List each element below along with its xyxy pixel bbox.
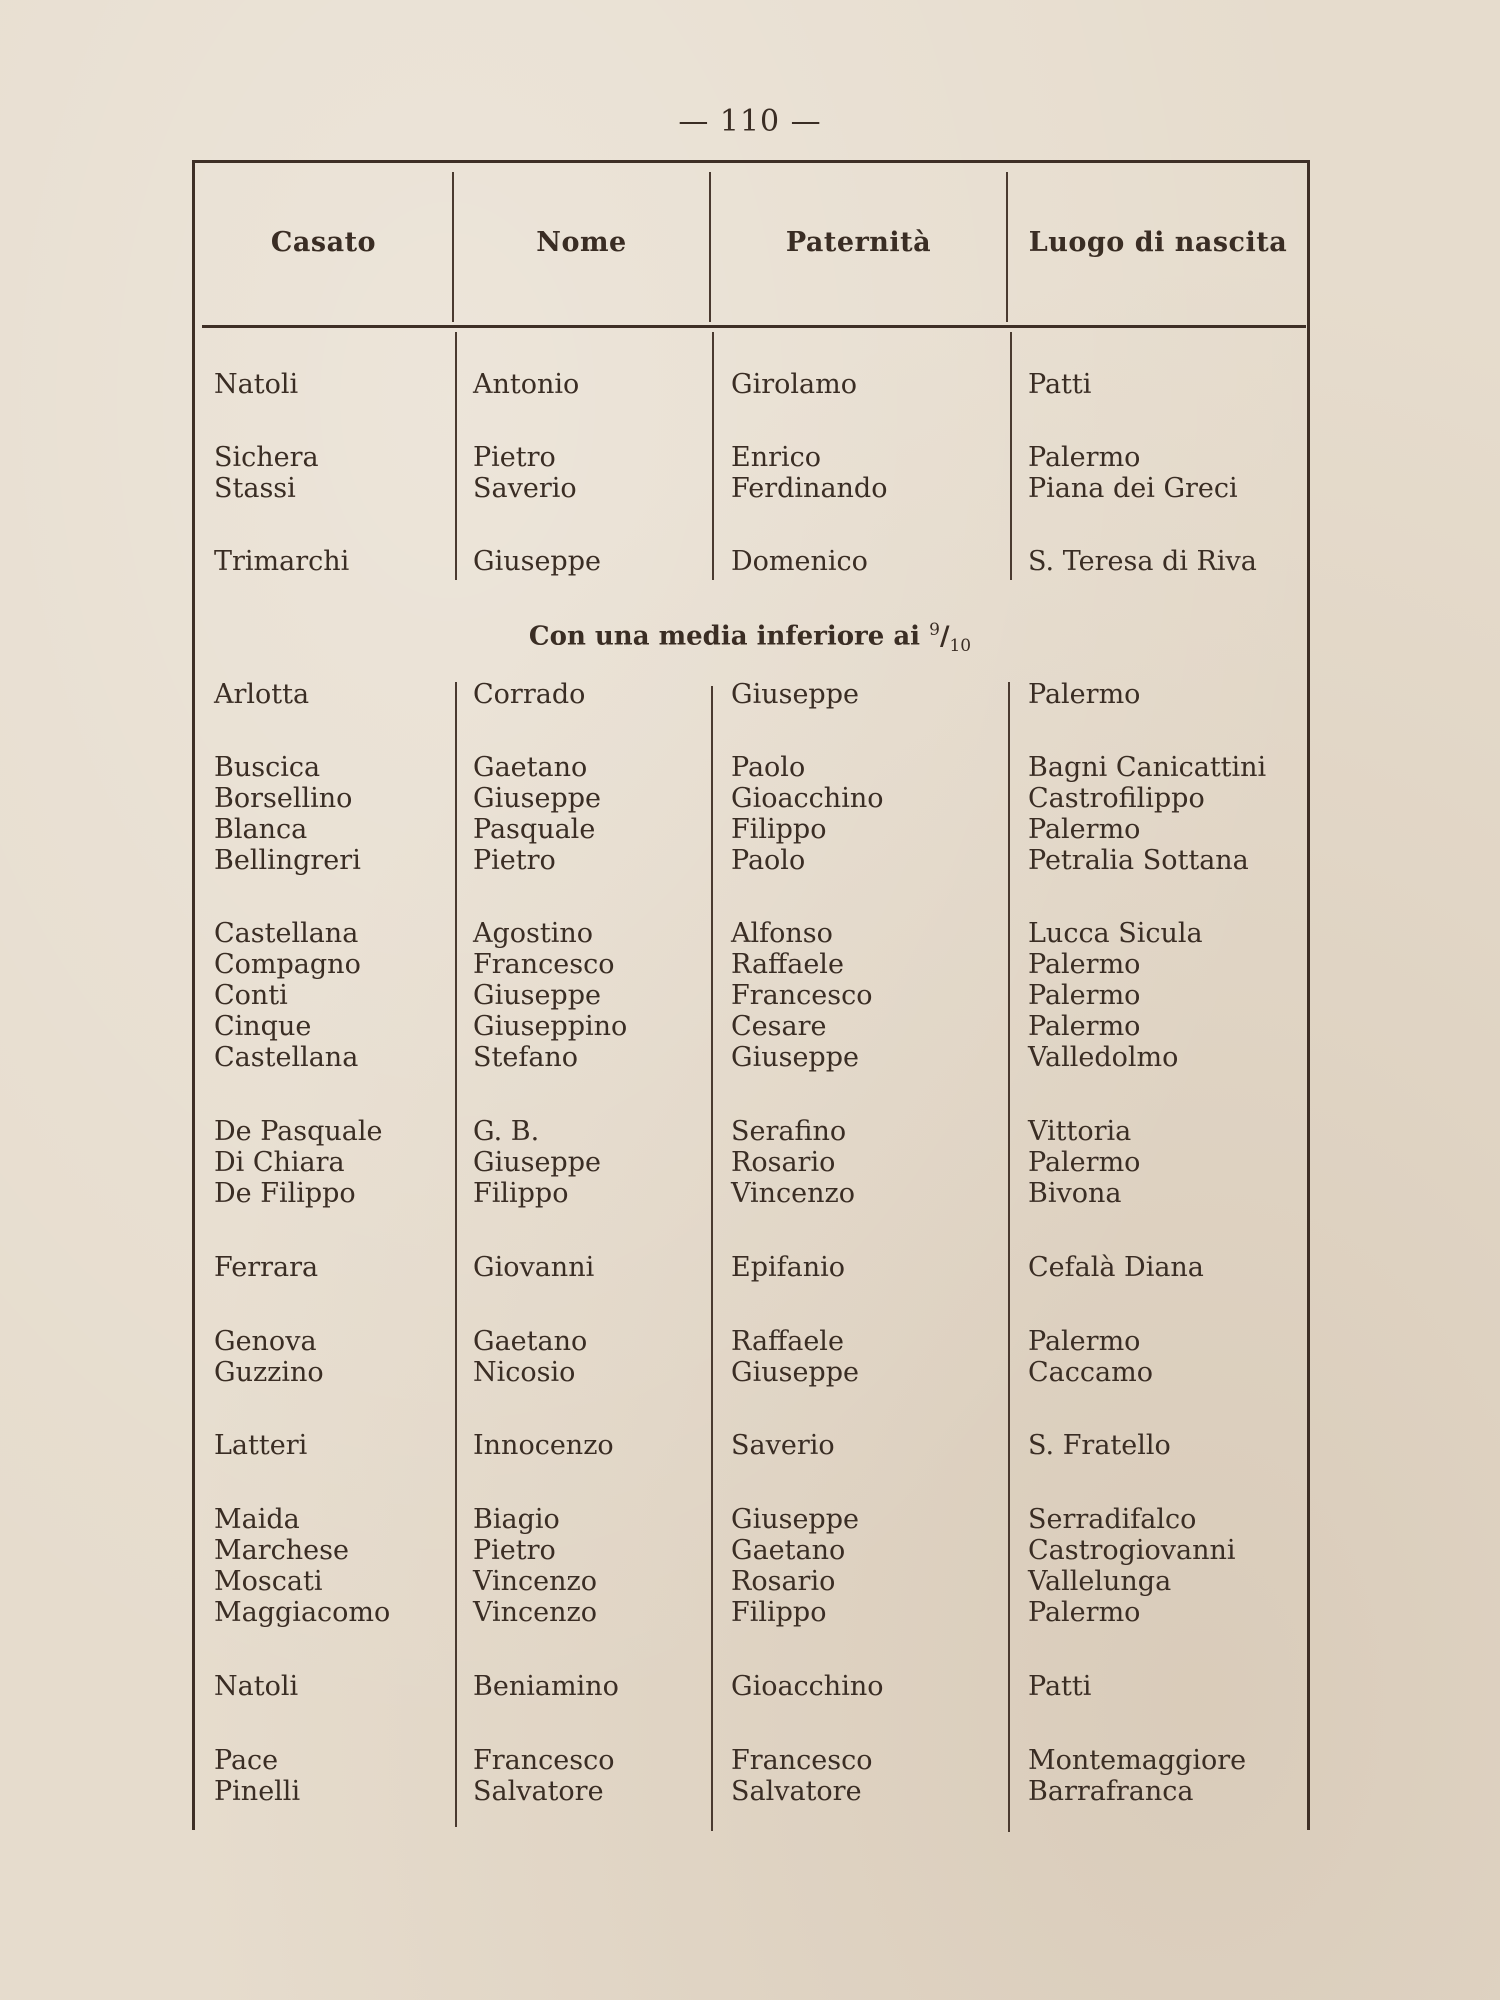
cell-casato: Di Chiara <box>214 1147 345 1178</box>
table-row <box>0 1326 1500 1357</box>
cell-nome: Innocenzo <box>473 1430 614 1461</box>
cell-nome: Saverio <box>473 473 577 504</box>
cell-nome: Salvatore <box>473 1776 604 1807</box>
cell-casato: Trimarchi <box>214 546 350 577</box>
cell-casato: Natoli <box>214 369 299 400</box>
cell-paternita: Filippo <box>731 1597 827 1628</box>
table-row <box>0 845 1500 876</box>
cell-luogo: S. Teresa di Riva <box>1028 546 1257 577</box>
cell-casato: Guzzino <box>214 1357 324 1388</box>
cell-paternita: Giuseppe <box>731 1042 859 1073</box>
cell-paternita: Cesare <box>731 1011 827 1042</box>
cell-paternita: Rosario <box>731 1147 836 1178</box>
header-rule <box>202 325 1306 328</box>
cell-nome: Gaetano <box>473 752 588 783</box>
table-row <box>0 1566 1500 1597</box>
table-row <box>0 1011 1500 1042</box>
cell-nome: Giuseppe <box>473 546 601 577</box>
cell-paternita: Raffaele <box>731 949 844 980</box>
cell-nome: Agostino <box>473 918 594 949</box>
cell-nome: Pietro <box>473 442 556 473</box>
cell-paternita: Giuseppe <box>731 1357 859 1388</box>
table-row <box>0 1430 1500 1461</box>
cell-casato: Ferrara <box>214 1252 319 1283</box>
fraction-denominator: 10 <box>949 635 972 656</box>
cell-casato: Compagno <box>214 949 361 980</box>
cell-casato: De Filippo <box>214 1178 356 1209</box>
cell-casato: Pace <box>214 1745 279 1776</box>
cell-casato: Cinque <box>214 1011 312 1042</box>
table-row <box>0 473 1500 504</box>
table-row <box>0 1535 1500 1566</box>
table-row <box>0 1252 1500 1283</box>
cell-paternita: Paolo <box>731 752 806 783</box>
cell-casato: Blanca <box>214 814 308 845</box>
table-row <box>0 369 1500 400</box>
cell-luogo: Barrafranca <box>1028 1776 1194 1807</box>
cell-paternita: Gaetano <box>731 1535 846 1566</box>
cell-luogo: Bagni Canicattini <box>1028 752 1267 783</box>
cell-luogo: Palermo <box>1028 949 1141 980</box>
cell-nome: Filippo <box>473 1178 569 1209</box>
cell-casato: Pinelli <box>214 1776 301 1807</box>
table-row <box>0 1178 1500 1209</box>
cell-casato: Natoli <box>214 1671 299 1702</box>
cell-nome: Vincenzo <box>473 1566 598 1597</box>
table-row <box>0 1745 1500 1776</box>
cell-paternita: Paolo <box>731 845 806 876</box>
table-row <box>0 442 1500 473</box>
cell-paternita: Serafino <box>731 1116 847 1147</box>
cell-casato: Genova <box>214 1326 317 1357</box>
table-row <box>0 783 1500 814</box>
cell-casato: Sichera <box>214 442 319 473</box>
cell-casato: Buscica <box>214 752 321 783</box>
cell-nome: Biagio <box>473 1504 560 1535</box>
cell-paternita: Enrico <box>731 442 822 473</box>
table-row <box>0 546 1500 577</box>
table-row <box>0 918 1500 949</box>
cell-casato: Bellingreri <box>214 845 361 876</box>
cell-casato: Borsellino <box>214 783 353 814</box>
cell-luogo: Palermo <box>1028 1597 1141 1628</box>
cell-paternita: Salvatore <box>731 1776 862 1807</box>
table-row <box>0 679 1500 710</box>
cell-luogo: Castrofilippo <box>1028 783 1205 814</box>
cell-nome: Giuseppe <box>473 783 601 814</box>
cell-nome: Gaetano <box>473 1326 588 1357</box>
cell-casato: Moscati <box>214 1566 323 1597</box>
cell-paternita: Gioacchino <box>731 783 884 814</box>
cell-casato: Latteri <box>214 1430 308 1461</box>
cell-luogo: Montemaggiore <box>1028 1745 1247 1776</box>
cell-nome: Francesco <box>473 949 615 980</box>
cell-luogo: Serradifalco <box>1028 1504 1197 1535</box>
cell-nome: Giuseppino <box>473 1011 628 1042</box>
cell-luogo: Palermo <box>1028 442 1141 473</box>
table-row <box>0 1357 1500 1388</box>
cell-paternita: Epifanio <box>731 1252 845 1283</box>
cell-luogo: Piana dei Greci <box>1028 473 1238 504</box>
cell-paternita: Giuseppe <box>731 679 859 710</box>
cell-paternita: Ferdinando <box>731 473 888 504</box>
cell-paternita: Francesco <box>731 980 873 1011</box>
cell-paternita: Domenico <box>731 546 868 577</box>
cell-nome: Beniamino <box>473 1671 619 1702</box>
cell-luogo: Patti <box>1028 369 1092 400</box>
cell-casato: Arlotta <box>214 679 310 710</box>
cell-luogo: Palermo <box>1028 679 1141 710</box>
cell-paternita: Girolamo <box>731 369 857 400</box>
cell-luogo: Bivona <box>1028 1178 1122 1209</box>
cell-casato: Conti <box>214 980 288 1011</box>
cell-casato: Maggiacomo <box>214 1597 391 1628</box>
cell-casato: Stassi <box>214 473 296 504</box>
cell-luogo: Cefalà Diana <box>1028 1252 1204 1283</box>
table-row <box>0 1116 1500 1147</box>
table-row <box>0 1776 1500 1807</box>
cell-nome: Stefano <box>473 1042 579 1073</box>
cell-luogo: Palermo <box>1028 1011 1141 1042</box>
cell-luogo: Palermo <box>1028 814 1141 845</box>
cell-luogo: Castrogiovanni <box>1028 1535 1236 1566</box>
cell-luogo: Vallelunga <box>1028 1566 1172 1597</box>
cell-nome: Pietro <box>473 845 556 876</box>
cell-nome: Francesco <box>473 1745 615 1776</box>
cell-paternita: Alfonso <box>731 918 833 949</box>
cell-casato: Maida <box>214 1504 300 1535</box>
cell-paternita: Filippo <box>731 814 827 845</box>
cell-nome: G. B. <box>473 1116 540 1147</box>
cell-casato: Castellana <box>214 918 359 949</box>
cell-paternita: Francesco <box>731 1745 873 1776</box>
cell-paternita: Vincenzo <box>731 1178 856 1209</box>
cell-nome: Giuseppe <box>473 1147 601 1178</box>
section-note-text: Con una media inferiore ai <box>528 621 921 652</box>
table-row <box>0 980 1500 1011</box>
cell-paternita: Rosario <box>731 1566 836 1597</box>
cell-nome: Giovanni <box>473 1252 595 1283</box>
table-row <box>0 1671 1500 1702</box>
cell-nome: Pasquale <box>473 814 596 845</box>
table-row <box>0 1597 1500 1628</box>
cell-luogo: Patti <box>1028 1671 1092 1702</box>
header-luogo-di-nascita: Luogo di nascita <box>1028 227 1288 258</box>
cell-luogo: Palermo <box>1028 1147 1141 1178</box>
cell-luogo: Lucca Sicula <box>1028 918 1203 949</box>
cell-luogo: Palermo <box>1028 1326 1141 1357</box>
header-paternita: Paternità <box>785 227 932 258</box>
cell-casato: Marchese <box>214 1535 349 1566</box>
cell-nome: Pietro <box>473 1535 556 1566</box>
header-nome: Nome <box>536 227 627 258</box>
cell-luogo: S. Fratello <box>1028 1430 1171 1461</box>
cell-luogo: Petralia Sottana <box>1028 845 1249 876</box>
section-note: Con una media inferiore ai $^9/_{10}$ <box>528 620 972 656</box>
cell-luogo: Vittoria <box>1028 1116 1132 1147</box>
table-row <box>0 1042 1500 1073</box>
table-row <box>0 1147 1500 1178</box>
cell-luogo: Valledolmo <box>1028 1042 1179 1073</box>
cell-casato: De Pasquale <box>214 1116 383 1147</box>
cell-luogo: Palermo <box>1028 980 1141 1011</box>
page-number: — 110 — <box>678 104 822 139</box>
cell-nome: Giuseppe <box>473 980 601 1011</box>
cell-luogo: Caccamo <box>1028 1357 1153 1388</box>
cell-paternita: Saverio <box>731 1430 835 1461</box>
cell-paternita: Giuseppe <box>731 1504 859 1535</box>
header-casato: Casato <box>270 227 377 258</box>
cell-nome: Vincenzo <box>473 1597 598 1628</box>
cell-nome: Antonio <box>473 369 580 400</box>
fraction-numerator: 9 <box>929 620 940 640</box>
cell-paternita: Raffaele <box>731 1326 844 1357</box>
cell-nome: Nicosio <box>473 1357 576 1388</box>
cell-casato: Castellana <box>214 1042 359 1073</box>
cell-nome: Corrado <box>473 679 586 710</box>
table-row <box>0 949 1500 980</box>
table-row <box>0 1504 1500 1535</box>
table-row <box>0 752 1500 783</box>
cell-paternita: Gioacchino <box>731 1671 884 1702</box>
table-row <box>0 814 1500 845</box>
